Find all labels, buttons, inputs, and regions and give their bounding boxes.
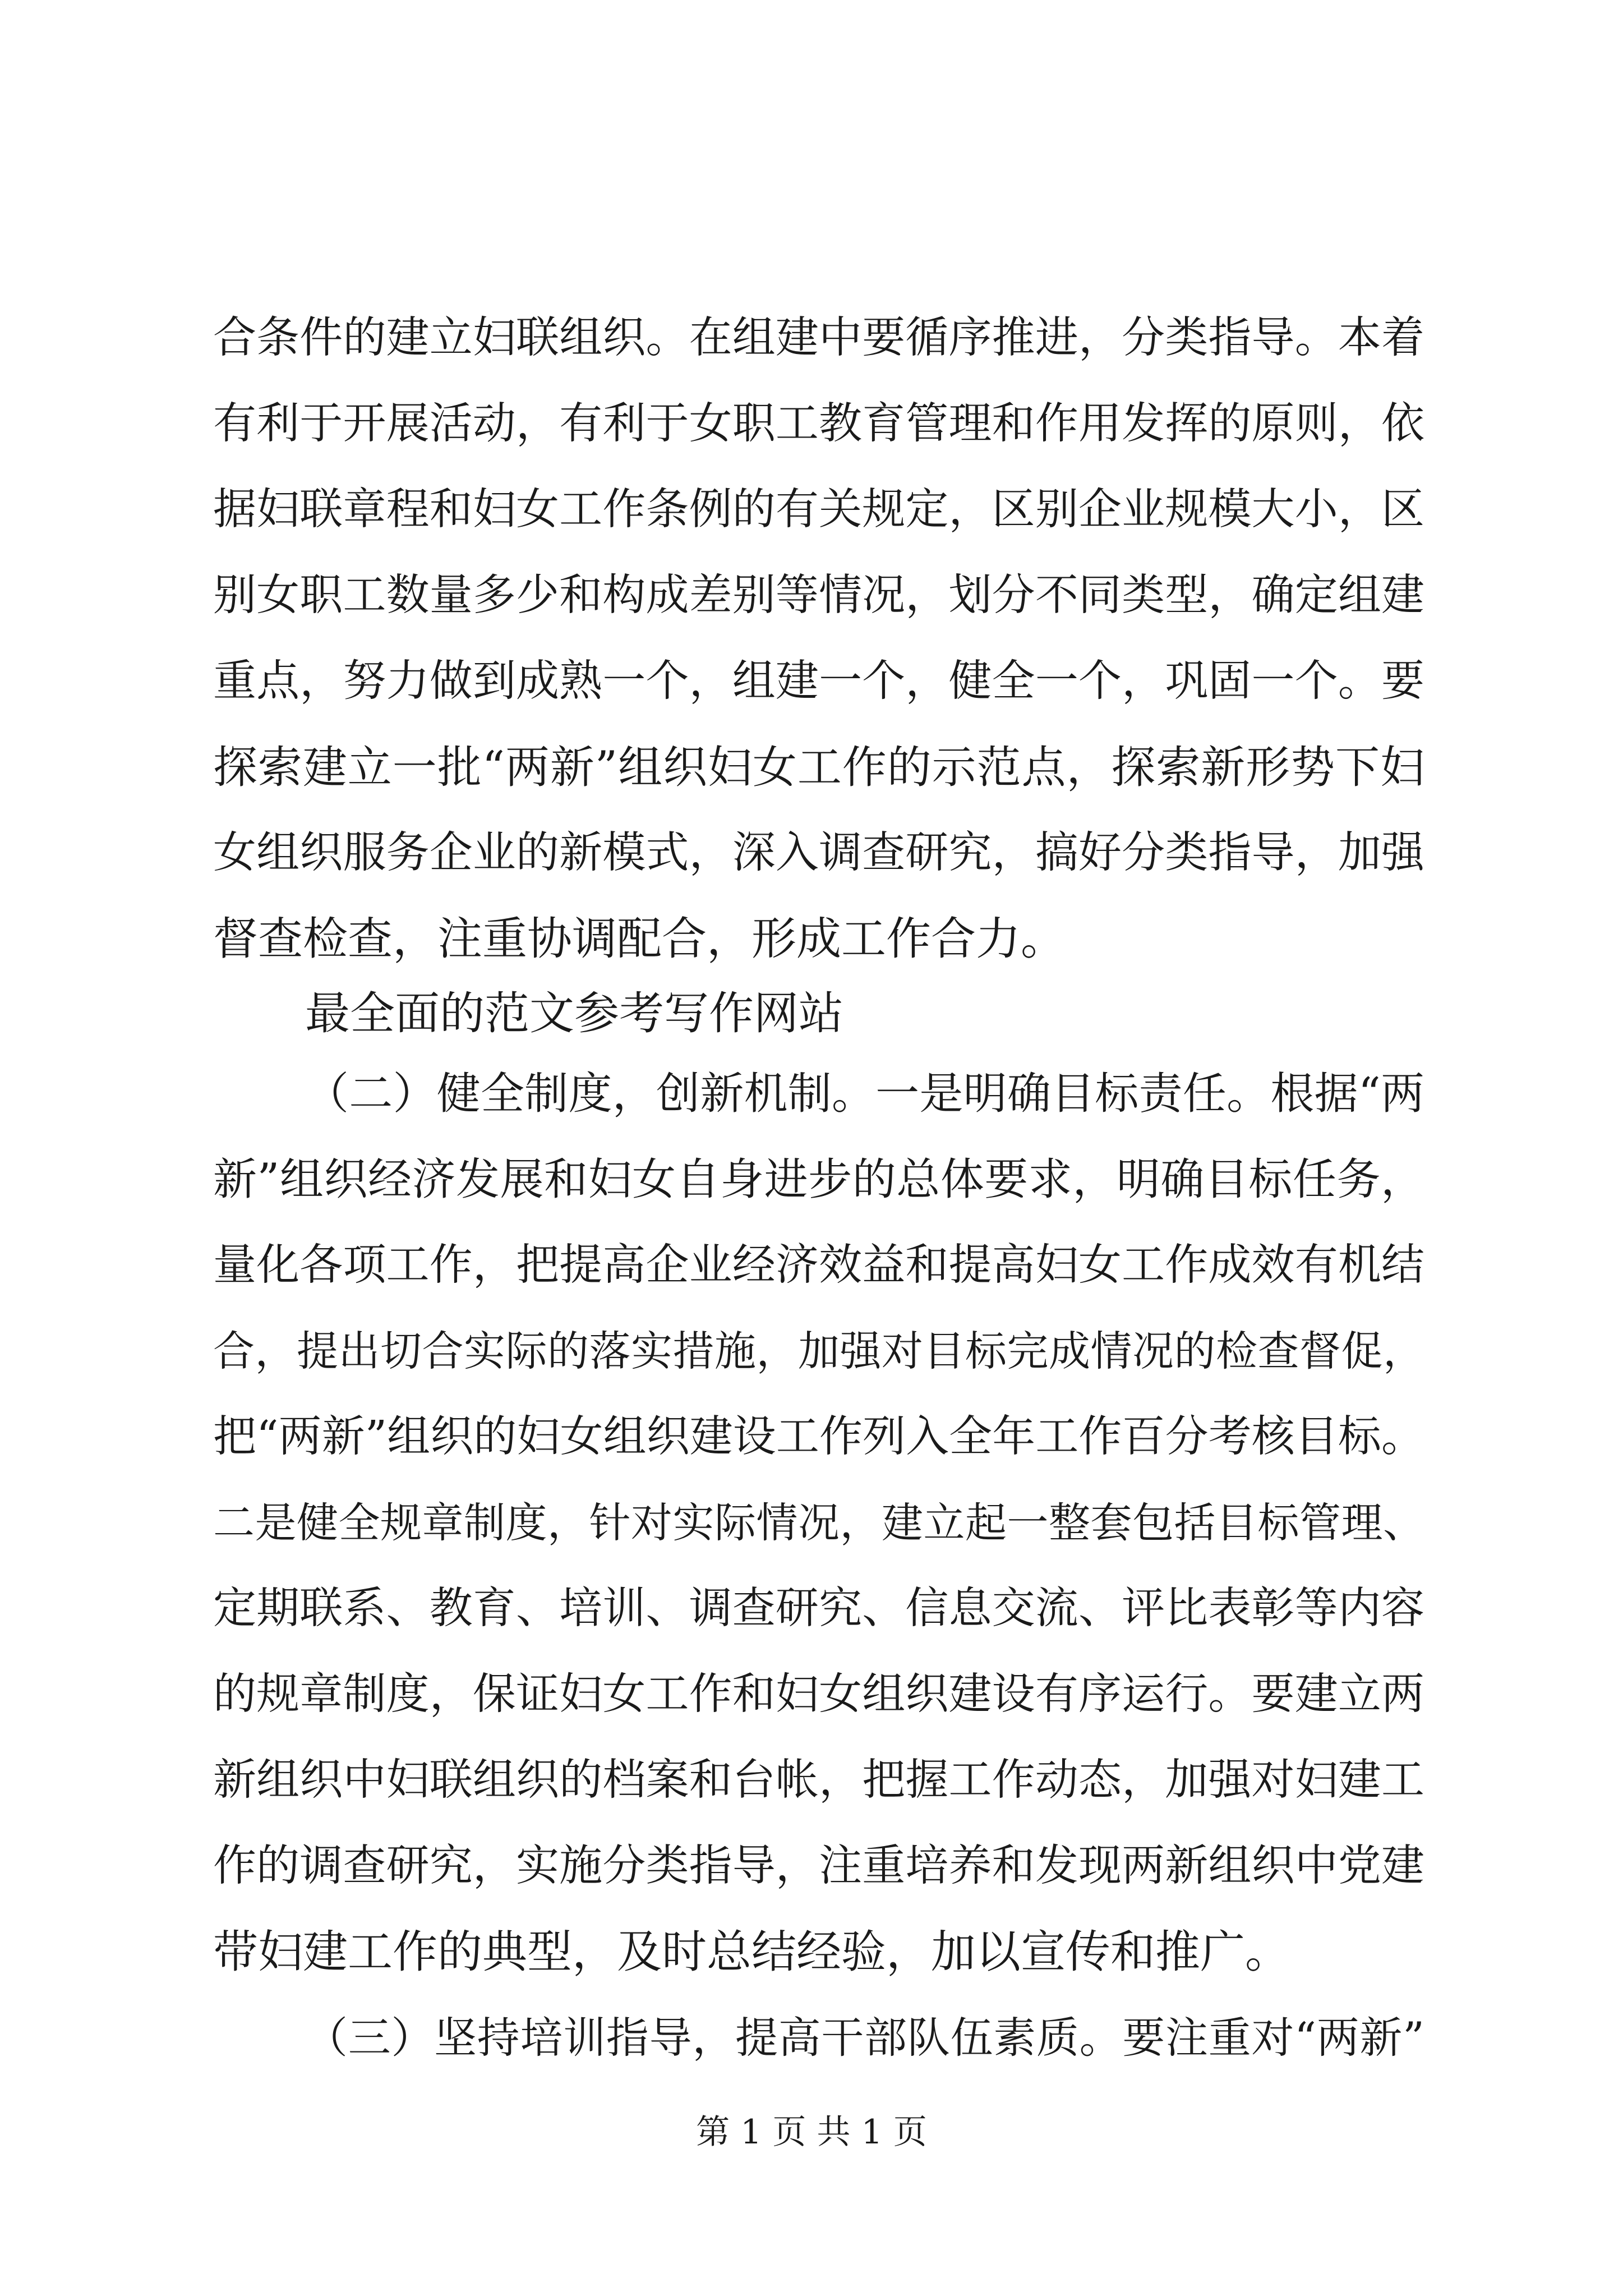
text-line: 新组织中妇联组织的档案和台帐，把握工作动态，加强对妇建工	[213, 1755, 1424, 1805]
text-line: 别女职工数量多少和构成差别等情况，划分不同类型，确定组建	[213, 570, 1424, 620]
text-line: 的规章制度，保证妇女工作和妇女组织建设有序运行。要建立两	[213, 1669, 1424, 1719]
text-line: 带妇建工作的典型，及时总结经验，加以宣传和推广。	[213, 1926, 1290, 1978]
text-line: 督查检查，注重协调配合，形成工作合力。	[213, 913, 1066, 965]
text-line: 重点，努力做到成熟一个，组建一个，健全一个，巩固一个。要	[213, 656, 1424, 706]
text-line: 合条件的建立妇联组织。在组建中要循序推进，分类指导。本着	[213, 313, 1424, 363]
page-footer: 第 1 页 共 1 页	[696, 2113, 927, 2152]
website-line: 最全面的范文参考写作网站	[305, 987, 843, 1039]
text-line: 新”组织经济发展和妇女自身进步的总体要求，明确目标任务，	[213, 1154, 1424, 1205]
text-line: 据妇联章程和妇女工作条例的有关规定，区别企业规模大小，区	[213, 485, 1424, 535]
section-heading-line: （三）坚持培训指导，提高干部队伍素质。要注重对“两新”	[305, 2013, 1424, 2063]
text-line: 二是健全规章制度，针对实际情况，建立起一整套包括目标管理、	[213, 1499, 1424, 1547]
text-line: 探索建立一批“两新”组织妇女工作的示范点，探索新形势下妇	[213, 742, 1424, 793]
text-line: 把“两新”组织的妇女组织建设工作列入全年工作百分考核目标。	[213, 1412, 1424, 1462]
text-line: 作的调查研究，实施分类指导，注重培养和发现两新组织中党建	[213, 1841, 1424, 1891]
section-heading-line: （二）健全制度，创新机制。一是明确目标责任。根据“两	[305, 1069, 1424, 1119]
text-line: 定期联系、教育、培训、调查研究、信息交流、评比表彰等内容	[213, 1584, 1424, 1634]
text-line: 有利于开展活动，有利于女职工教育管理和作用发挥的原则，依	[213, 399, 1424, 449]
text-line: 量化各项工作，把提高企业经济效益和提高妇女工作成效有机结	[213, 1240, 1424, 1290]
text-line: 女组织服务企业的新模式，深入调查研究，搞好分类指导，加强	[213, 828, 1424, 878]
text-line: 合，提出切合实际的落实措施，加强对目标完成情况的检查督促，	[213, 1327, 1424, 1375]
